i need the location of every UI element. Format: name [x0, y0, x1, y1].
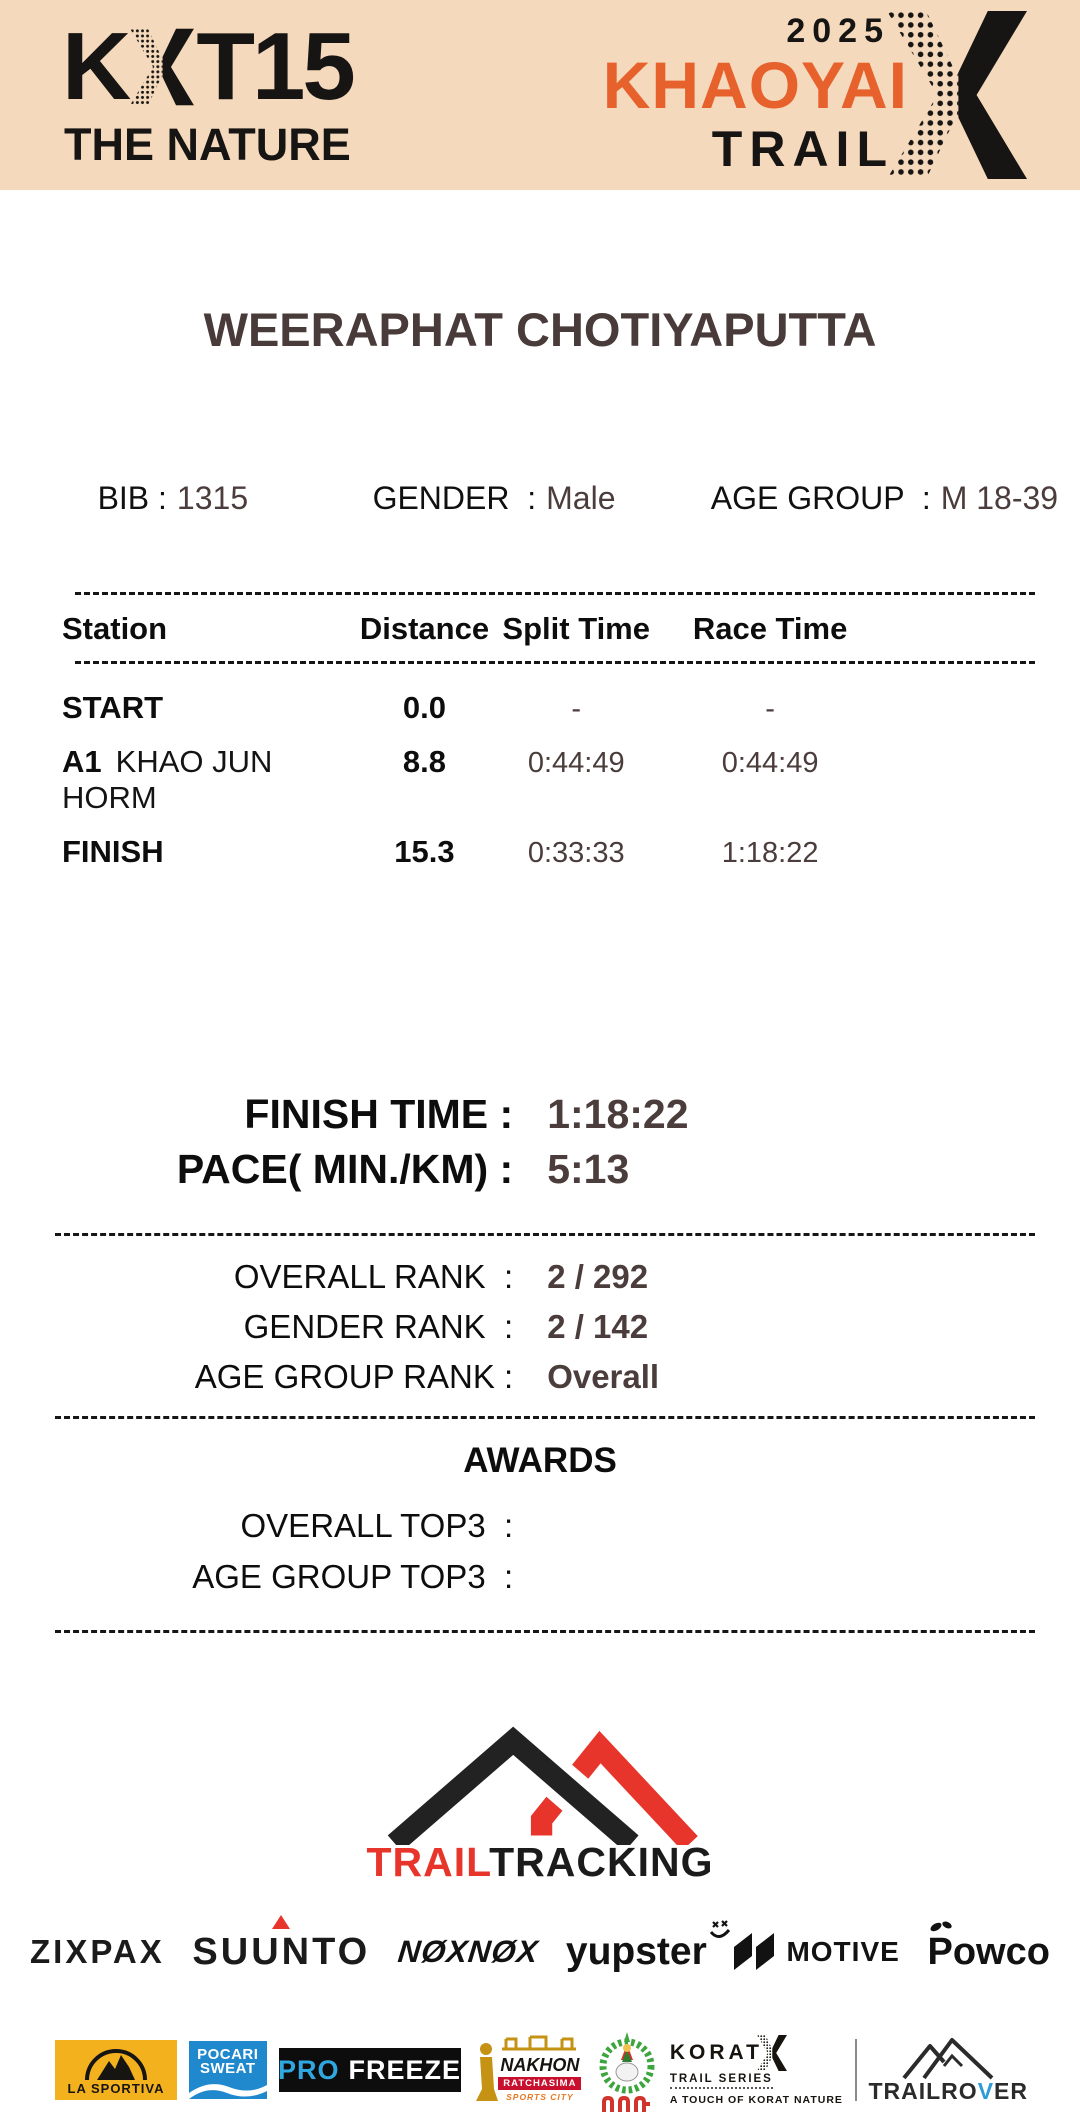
distance-value: 8.8	[402, 744, 447, 779]
event-name-trail: TRAIL	[711, 121, 894, 178]
separator-dashed	[55, 1233, 1035, 1236]
sat-thai-text	[604, 2098, 650, 2112]
nakhon-ratchasima-logo	[472, 2031, 584, 2109]
race-time-value: 0:44:49	[721, 747, 819, 779]
gender-label: GENDER :	[372, 480, 537, 516]
awards-section	[0, 1441, 1080, 1596]
la-sportiva-logo	[55, 2040, 177, 2100]
table-row	[62, 664, 905, 735]
col-split-time: Split Time	[502, 611, 650, 646]
motive-wordmark: MOTIVE	[786, 1936, 900, 1967]
yupster-wordmark: yupster	[565, 1930, 707, 1973]
splits-table-header	[62, 595, 905, 661]
event-name: KHAOYAI	[602, 47, 908, 122]
la-sportiva-wordmark: LA SPORTIVA	[67, 2081, 165, 2096]
sat-wreath-icon	[596, 2026, 658, 2114]
age-group-label: AGE GROUP :	[710, 480, 931, 516]
distance-value: 15.3	[394, 834, 455, 869]
finish-time-value: 1:18:22	[547, 1091, 689, 1137]
noxnox-logo: NØXNØX	[396, 1934, 541, 1969]
pocari-wave-icon	[189, 2077, 267, 2099]
khaoyai-trail-logo	[603, 11, 1032, 179]
sponsor-divider	[855, 2039, 857, 2101]
splits-table	[62, 595, 1035, 661]
separator-dashed	[55, 1630, 1035, 1633]
bib-field	[62, 443, 337, 554]
event-year: 2025	[786, 11, 890, 50]
zixpax-logo: ZIXPAX	[30, 1933, 165, 1970]
kxt15-t15: T15	[196, 13, 353, 120]
age-group-value: M 18-39	[940, 480, 1059, 516]
trailrover-v: V	[977, 2077, 995, 2104]
col-station: Station	[62, 611, 168, 646]
runner-info-row	[62, 443, 1059, 554]
trailrover-wordmark	[868, 2078, 1028, 2105]
event-tagline: THE NATURE	[64, 119, 351, 170]
sponsors-row-1	[30, 1920, 1050, 1984]
race-time-value: 1:18:22	[721, 837, 819, 869]
pocari-line2: SWEAT	[199, 2060, 256, 2078]
korat-x-icon	[757, 2034, 787, 2072]
pro-freeze-pro: PRO	[278, 2054, 340, 2085]
gender-rank-value: 2 / 142	[547, 1308, 649, 1345]
kxt15-wordmark	[62, 13, 353, 120]
korat-tagline: A TOUCH OF KORAT NATURE	[669, 2094, 843, 2106]
khaoyai-x-icon	[882, 11, 1032, 179]
table-row	[62, 735, 905, 825]
pro-freeze-logo	[279, 2048, 461, 2092]
overall-rank-value: 2 / 292	[547, 1258, 649, 1295]
bib-value: 1315	[176, 480, 249, 516]
finish-time-label: FINISH TIME :	[244, 1091, 514, 1137]
col-distance: Distance	[359, 611, 490, 646]
trailrover-mountains-icon	[900, 2036, 996, 2080]
sponsors-row-2	[55, 2024, 1028, 2116]
korat-trail-series-logo	[670, 2034, 843, 2106]
korat-trail-series-label: TRAIL SERIES	[670, 2073, 773, 2089]
sat-emblem-logo	[596, 2026, 658, 2114]
tracker-name-tracking: TRACKING	[489, 1839, 714, 1885]
station-code: FINISH	[62, 834, 164, 869]
age-group-rank-value: Overall	[547, 1358, 660, 1395]
nakhon-line2: RATCHASIMA	[498, 2077, 581, 2090]
trailtracking-wordmark	[366, 1839, 713, 1886]
splits-table-body	[62, 664, 1035, 879]
bib-label: BIB :	[97, 480, 167, 516]
korat-wordmark: KORAT	[669, 2041, 763, 2064]
finish-summary	[0, 1091, 1080, 1193]
yupster-logo	[566, 1930, 707, 1974]
split-time-value: 0:44:49	[527, 747, 625, 779]
overall-top3-label: OVERALL TOP3 :	[240, 1507, 514, 1544]
age-group-field	[677, 443, 1058, 554]
age-group-top3-label: AGE GROUP TOP3 :	[192, 1558, 514, 1595]
kxt15-k: K	[62, 13, 129, 120]
distance-value: 0.0	[402, 690, 447, 725]
trailtracking-logo	[0, 1695, 1080, 1886]
tracker-name-trail: TRAIL	[366, 1839, 490, 1885]
overall-rank-label: OVERALL RANK :	[233, 1258, 514, 1295]
motive-logo	[734, 1933, 899, 1971]
yupster-smiley-icon	[707, 1920, 733, 1944]
header-band	[0, 0, 1080, 190]
kxt15-x-icon	[130, 25, 194, 109]
powco-wordmark: Powco	[927, 1930, 1050, 1973]
kxt15-logo	[62, 13, 353, 171]
split-time-value: 0:33:33	[527, 837, 625, 869]
pace-value: 5:13	[547, 1146, 630, 1192]
gender-rank-label: GENDER RANK :	[243, 1308, 514, 1345]
nakhon-line1: NAKHON	[500, 2055, 580, 2075]
rank-summary	[0, 1258, 1080, 1396]
motive-icon	[734, 1933, 780, 1971]
mountains-icon	[330, 1695, 750, 1845]
suunto-logo	[192, 1931, 370, 1974]
split-time-value: -	[571, 693, 582, 725]
gender-value: Male	[546, 480, 616, 516]
la-sportiva-mountain-icon	[81, 2047, 151, 2081]
powco-logo	[927, 1931, 1049, 1974]
col-race-time: Race Time	[692, 611, 848, 646]
trailrover-logo	[868, 2036, 1028, 2105]
nakhon-line3: SPORTS CITY	[506, 2092, 574, 2102]
pace-label: PACE( MIN./KM) :	[176, 1146, 514, 1192]
suunto-wordmark: SUUNTO	[192, 1930, 371, 1973]
gender-field	[337, 443, 677, 554]
trailrover-pre: TRAILRO	[868, 2077, 978, 2104]
runner-name: WEERAPHAT CHOTIYAPUTTA	[203, 303, 877, 356]
pocari-line1: POCARI	[197, 2046, 259, 2063]
awards-title: AWARDS	[463, 1441, 617, 1480]
station-code: START	[62, 690, 164, 725]
station-name: KHAO JUN HORM	[62, 744, 273, 815]
race-time-value: -	[765, 693, 775, 725]
age-group-rank-label: AGE GROUP RANK :	[194, 1358, 514, 1395]
separator-dashed	[55, 1416, 1035, 1419]
pro-freeze-freeze: FREEZE	[348, 2054, 462, 2085]
suunto-triangle-icon	[272, 1915, 290, 1929]
table-row	[62, 825, 905, 879]
pocari-sweat-logo	[189, 2041, 267, 2099]
trailrover-post: ER	[994, 2077, 1028, 2104]
station-code: A1	[62, 744, 102, 779]
